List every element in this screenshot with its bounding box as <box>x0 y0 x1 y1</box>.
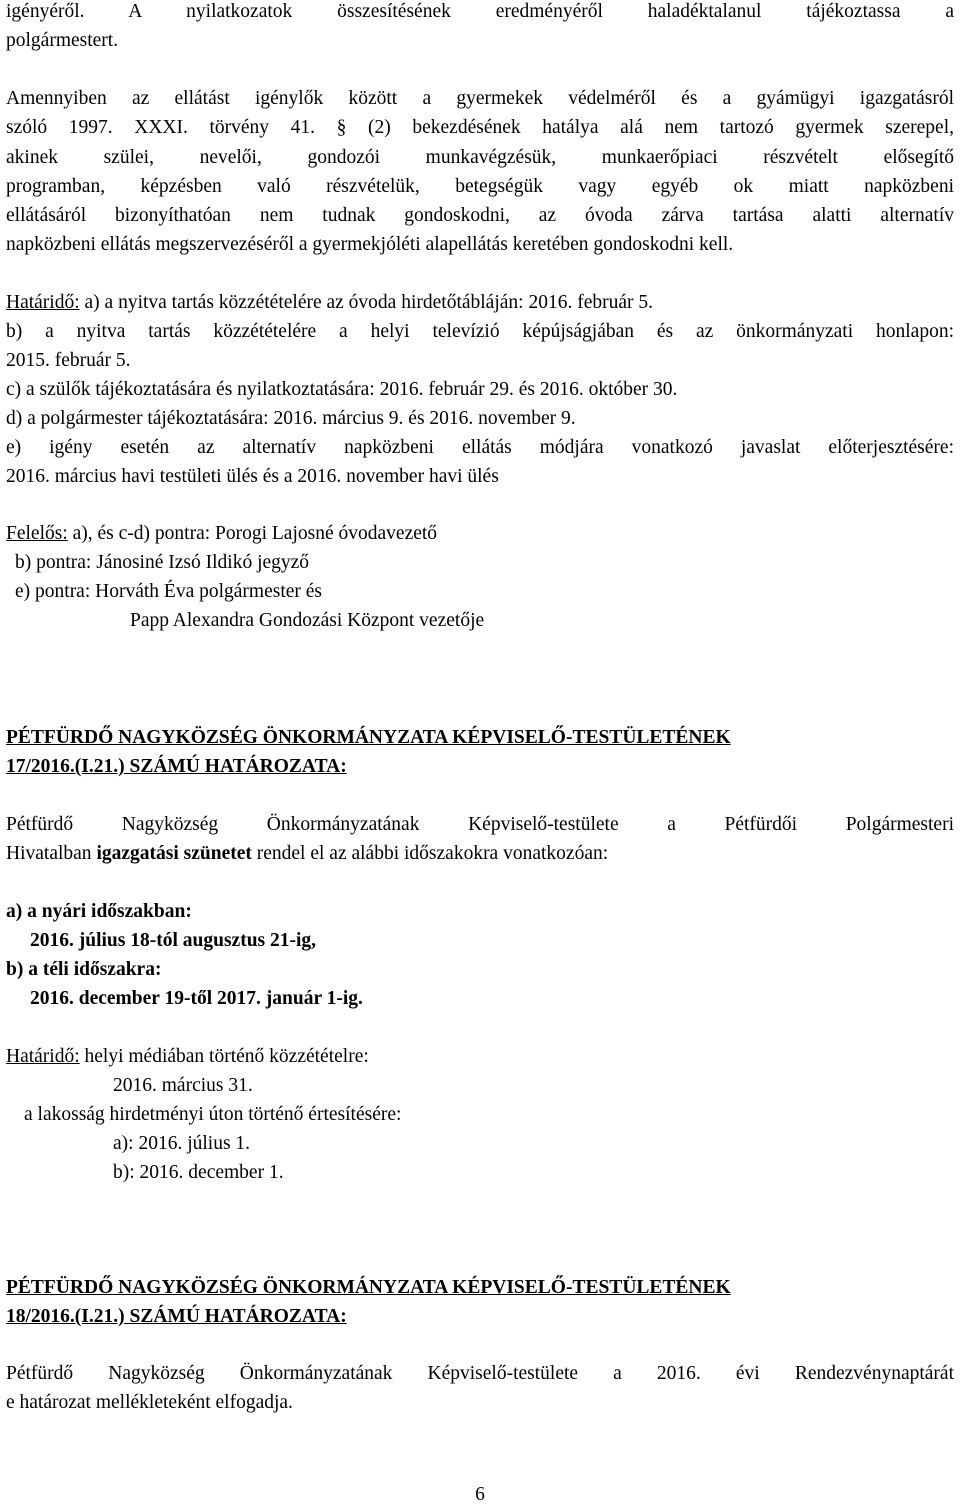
para2-line3: akinek szülei, nevelői, gondozói munkavégzésük, munkaerőpiaci részvételt elősegítő <box>6 147 954 168</box>
responsible-line3: e) pontra: Horváth Éva polgármester és <box>15 581 323 602</box>
resolution17-deadline-label: Határidő: <box>6 1046 80 1067</box>
deadline-a-line <box>6 291 653 315</box>
resolution18-heading1: PÉTFÜRDŐ NAGYKÖZSÉG ÖNKORMÁNYZATA KÉPVISELŐ-TESTÜLETÉNEK <box>6 1277 731 1298</box>
period-a-label: a) a nyári időszakban: <box>6 901 192 922</box>
para2-line4: programban, képzésben való részvételük, betegségük vagy egyéb ok miatt napközbeni <box>6 176 954 197</box>
para1-line1: igényéről. A nyilatkozatok összesítésének eredményéről haladéktalanul tájékoztassa a <box>6 1 954 22</box>
para2-line1: Amennyiben az ellátást igénylők között a gyermekek védelméről és a gyámügyi igazgatásról <box>6 88 954 109</box>
resolution17-notice: a lakosság hirdetményi úton történő értesítésére: <box>24 1104 402 1125</box>
deadline-c-line: c) a szülők tájékoztatására és nyilatkoztatására: 2016. február 29. és 2016. október 30. <box>6 379 678 400</box>
deadline-e-line2: 2016. március havi testületi ülés és a 2016. november havi ülés <box>6 466 499 487</box>
resolution17-deadline-text: helyi médiában történő közzétételre: <box>79 1046 369 1067</box>
para2-line5: ellátásáról bizonyíthatóan nem tudnak gondoskodni, az óvoda zárva tartása alatti alternatív <box>6 205 954 226</box>
responsible-line1 <box>6 522 437 546</box>
period-b-value: 2016. december 19-től 2017. január 1-ig. <box>30 988 363 1009</box>
period-b-label: b) a téli időszakra: <box>6 959 162 980</box>
para1-line2: polgármestert. <box>6 30 119 51</box>
resolution17-body-line2 <box>6 842 608 866</box>
resolution17-deadline-line <box>6 1045 369 1069</box>
deadline-e-line1: e) igény esetén az alternatív napközbeni ellátás módjára vonatkozó javaslat előterjesztésére: <box>6 437 954 458</box>
deadline-label: Határidő: <box>6 292 80 313</box>
body-line2-bold: igazgatási szünetet <box>96 843 252 864</box>
resolution18-heading2: 18/2016.(I.21.) SZÁMÚ HATÁROZATA: <box>6 1306 347 1327</box>
responsible-text1: a), és c-d) pontra: Porogi Lajosné óvodavezető <box>67 523 438 544</box>
responsible-label: Felelős: <box>6 523 68 544</box>
resolution17-notice-b: b): 2016. december 1. <box>113 1162 284 1183</box>
body-line2-post: rendel el az alábbi időszakokra vonatkozóan: <box>251 843 609 864</box>
resolution17-body-line1: Pétfürdő Nagyközség Önkormányzatának Képviselő-testülete a Pétfürdői Polgármesteri <box>6 814 954 835</box>
resolution17-heading2: 17/2016.(I.21.) SZÁMÚ HATÁROZATA: <box>6 756 347 777</box>
resolution17-notice-a: a): 2016. július 1. <box>113 1133 251 1154</box>
deadline-b-line2: 2015. február 5. <box>6 350 131 371</box>
period-a-value: 2016. július 18-tól augusztus 21-ig, <box>30 930 317 951</box>
para2-line2: szóló 1997. XXXI. törvény 41. § (2) bekezdésének hatálya alá nem tartozó gyermek szerepel, <box>6 117 954 138</box>
resolution18-body-line1: Pétfürdő Nagyközség Önkormányzatának Képviselő-testülete a 2016. évi Rendezvénynaptárát <box>6 1363 954 1384</box>
resolution18-body-line2: e határozat mellékleteként elfogadja. <box>6 1392 293 1413</box>
deadline-a-text: a) a nyitva tartás közzétételére az óvoda hirdetőtábláján: 2016. február 5. <box>79 292 653 313</box>
resolution17-heading1: PÉTFÜRDŐ NAGYKÖZSÉG ÖNKORMÁNYZATA KÉPVISELŐ-TESTÜLETÉNEK <box>6 727 731 748</box>
body-line2-pre: Hivatalban <box>6 843 97 864</box>
deadline-b-line1: b) a nyitva tartás közzétételére a helyi televízió képújságjában és az önkormányzati honlapon: <box>6 321 954 342</box>
responsible-line4: Papp Alexandra Gondozási Központ vezetője <box>130 610 485 631</box>
para2-line6: napközbeni ellátás megszervezéséről a gyermekjóléti alapellátás keretében gondoskodni kell. <box>6 234 734 255</box>
responsible-line2: b) pontra: Jánosiné Izsó Ildikó jegyző <box>15 552 310 573</box>
resolution17-deadline-date: 2016. március 31. <box>113 1075 253 1096</box>
deadline-d-line: d) a polgármester tájékoztatására: 2016. március 9. és 2016. november 9. <box>6 408 576 429</box>
page-number: 6 <box>475 1484 485 1505</box>
